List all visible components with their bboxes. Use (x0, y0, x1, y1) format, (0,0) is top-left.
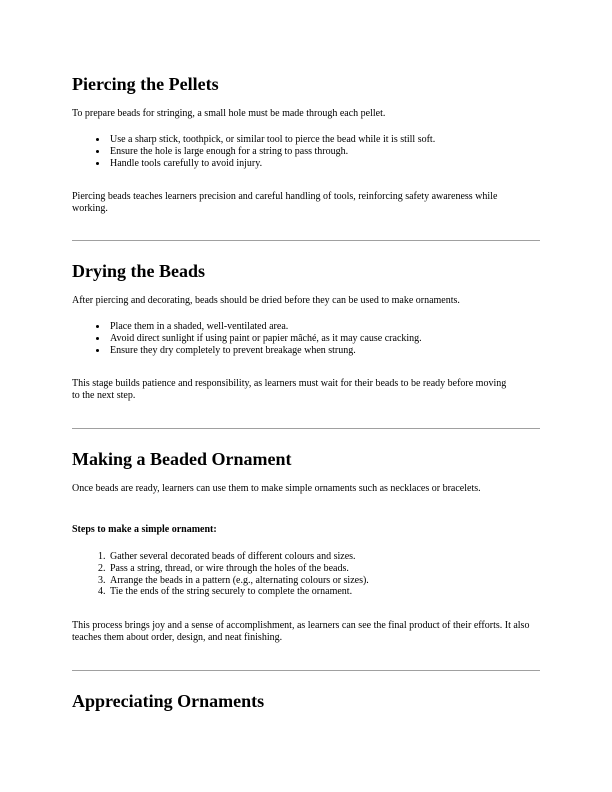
section-heading-making: Making a Beaded Ornament (72, 449, 292, 469)
section-divider (72, 670, 540, 671)
section-intro-making: Once beads are ready, learners can use them to make simple ornaments such as necklaces or bracelets. (72, 483, 481, 494)
section-closing-drying: This stage builds patience and responsibility, as learners must wait for their beads to be ready before moving to the next step. (72, 378, 507, 402)
list-item: 1. Gather several decorated beads of different colours and sizes. (108, 551, 540, 563)
numbered-steps-list (72, 551, 540, 598)
list-item: • Handle tools carefully to avoid injury. (108, 158, 540, 170)
bullet-list-drying (72, 321, 540, 356)
section-intro-piercing: To prepare beads for stringing, a small hole must be made through each pellet. (72, 108, 386, 119)
list-item: • Ensure the hole is large enough for a string to pass through. (108, 146, 540, 158)
section-divider (72, 428, 540, 429)
section-heading-drying: Drying the Beads (72, 261, 206, 281)
list-item: • Use a sharp stick, toothpick, or similar tool to pierce the bead while it is still soft. (108, 134, 540, 146)
list-item: • Ensure they dry completely to prevent breakage when strung. (108, 345, 540, 357)
section-closing-making: This process brings joy and a sense of accomplishment, as learners can see the final product of their efforts. It also teaches them about order, design, and neat finishing. (72, 620, 530, 644)
section-heading-piercing: Piercing the Pellets (72, 74, 219, 94)
list-item: 3. Arrange the beads in a pattern (e.g., alternating colours or sizes). (108, 575, 540, 587)
steps-subheading: Steps to make a simple ornament: (72, 524, 217, 535)
list-item: 4. Tie the ends of the string securely to complete the ornament. (108, 586, 540, 598)
list-item: • Avoid direct sunlight if using paint or papier mâché, as it may cause cracking. (108, 333, 540, 345)
bullet-list-piercing (72, 134, 540, 169)
section-heading-appreciating: Appreciating Ornaments (72, 691, 265, 711)
section-intro-drying: After piercing and decorating, beads should be dried before they can be used to make ornaments. (72, 295, 460, 306)
section-divider (72, 240, 540, 241)
section-closing-piercing: Piercing beads teaches learners precision and careful handling of tools, reinforcing safety awareness while working. (72, 191, 498, 215)
list-item: 2. Pass a string, thread, or wire through the holes of the beads. (108, 563, 540, 575)
list-item: • Place them in a shaded, well-ventilated area. (108, 321, 540, 333)
